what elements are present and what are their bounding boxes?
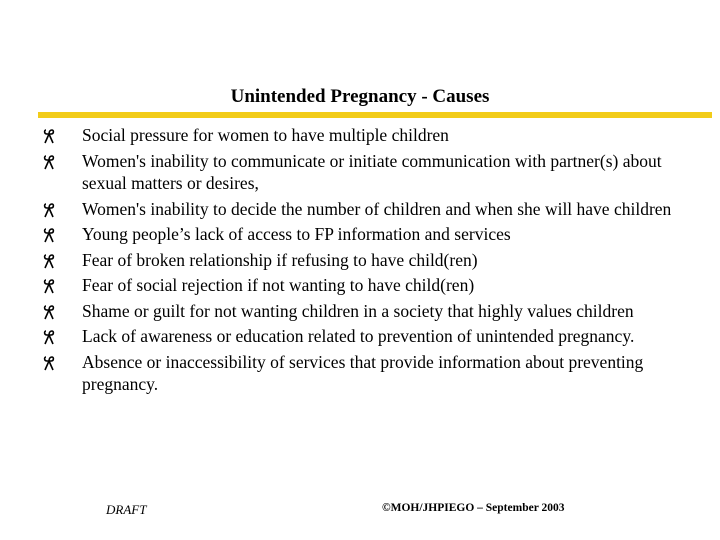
bullet-list [42, 124, 692, 399]
bullet-text: Young people’s lack of access to FP information and services [82, 224, 511, 244]
footer-draft-label: DRAFT [106, 502, 147, 517]
bullet-text: Fear of social rejection if not wanting to have child(ren) [82, 275, 475, 295]
bullet-text: Lack of awareness or education related to prevention of unintended pregnancy. [82, 326, 635, 346]
ribbon-icon [42, 329, 56, 345]
bullet-item [42, 223, 692, 246]
bullet-text: Women's inability to decide the number of children and when she will have children [82, 198, 672, 219]
bullet-text: Fear of broken relationship if refusing to have child(ren) [82, 249, 478, 270]
title-underline [38, 112, 712, 118]
ribbon-icon [42, 227, 56, 243]
bullet-item [42, 300, 692, 323]
bullet-item [42, 150, 692, 195]
ribbon-icon [42, 355, 56, 371]
bullet-text: Absence or inaccessibility of services that provide information about preventing pregnancy. [82, 351, 644, 394]
bullet-item [42, 274, 692, 297]
bullet-text: Shame or guilt for not wanting children in a society that highly values children [82, 300, 634, 321]
ribbon-icon [42, 278, 56, 294]
slide-title: Unintended Pregnancy - Causes [230, 86, 490, 107]
bullet-item [42, 124, 692, 147]
ribbon-icon [42, 253, 56, 269]
bullet-item [42, 198, 692, 221]
bullet-item [42, 351, 692, 396]
ribbon-icon [42, 202, 56, 218]
bullet-text: Women's inability to communicate or initiate communication with partner(s) about sexual matters or desires, [82, 150, 662, 193]
ribbon-icon [42, 128, 56, 144]
bullet-item [42, 249, 692, 272]
bullet-item [42, 325, 692, 348]
footer-copyright: ©MOH/JHPIEGO – September 2003 [382, 502, 565, 514]
bullet-text: Social pressure for women to have multiple children [82, 125, 449, 145]
ribbon-icon [42, 304, 56, 320]
ribbon-icon [42, 154, 56, 170]
